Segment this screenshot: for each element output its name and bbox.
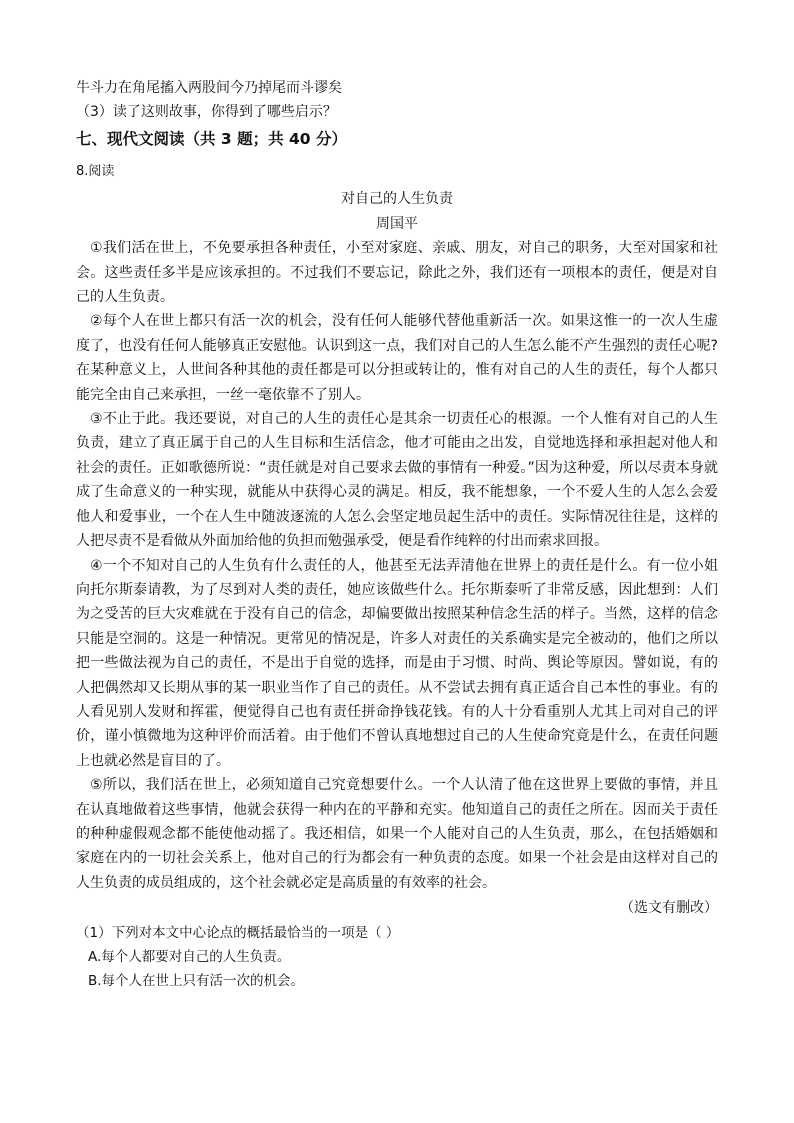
article-paragraph-1: ①我们活在世上，不免要承担各种责任，小至对家庭、亲戚、朋友，对自己的职务，大至对国家和社会。这些责任多半是应该承担的。不过我们不要忘记，除此之外，我们还有一项根本的责任，便是对自己的人生负责。 xyxy=(76,240,718,306)
source-note: （选文有删改） xyxy=(620,900,718,917)
article-author: 周国平 xyxy=(376,216,418,233)
article-title: 对自己的人生负责 xyxy=(341,191,453,208)
article-paragraph-5: ⑤所以，我们活在世上，必须知道自己究竟想要什么。一个人认清了他在这世界上要做的事情，并且在认真地做着这些事情，他就会获得一种内在的平静和充实。他知道自己的责任之所在。因而关于责任的种种虚假观念都不能使他动摇了。我还相信，如果一个人能对自己的人生负责，那么，在包括婚姻和家庭在内的一切社会关系上，他对自己的行为都会有一种负责的态度。如果一个社会是由这样对自己的人生负责的成员组成的，这个社会就必定是高质量的有效率的社会。 xyxy=(76,777,718,891)
document-page xyxy=(76,76,718,994)
section-heading: 七、现代文阅读（共 3 题；共 40 分） xyxy=(76,129,347,148)
question-3: （3）读了这则故事，你得到了哪些启示？ xyxy=(76,104,337,121)
option-b: B.每个人在世上只有活一次的机会。 xyxy=(88,973,305,990)
option-a: A.每个人都要对自己的人生负责。 xyxy=(88,949,291,965)
article-paragraph-2: ②每个人在世上都只有活一次的机会，没有任何人能够代替他重新活一次。如果这惟一的一次人生虚度了，也没有任何人能够真正安慰他。认识到这一点，我们对自己的人生怎么能不产生强烈的责任心呢?在某种意义上，人世间各种其他的责任都是可以分担或转让的，惟有对自己的人生的责任，每个人都只能完全由自己来承担，一丝一毫依靠不了别人。 xyxy=(76,313,718,403)
article-paragraph-4: ④一个不知对自己的人生负有什么责任的人，他甚至无法弄清他在世界上的责任是什么。有一位小姐向托尔斯泰请教，为了尽到对人类的责任，她应该做些什么。托尔斯泰听了非常反感，因此想到：人们为之受苦的巨大灾难就在于没有自己的信念，却偏要做出按照某种信念生活的样子。当然，这样的信念只能是空洞的。这是一种情况。更常见的情况是，许多人对责任的关系确实是完全被动的，他们之所以把一些做法视为自己的责任，不是出于自觉的选择，而是由于习惯、时尚、舆论等原因。譬如说，有的人把偶然却又长期从事的某一职业当作了自己的责任。从不尝试去拥有真正适合自己本性的事业。有的人看见别人发财和挥霍，便觉得自己也有责任拼命挣钱花钱。有的人十分看重别人尤其上司对自己的评价，谨小慎微地为这种评价而活着。由于他们不曾认真地想过自己的人生使命究竟是什么，在责任问题上也就必然是盲目的了。 xyxy=(76,557,718,769)
classical-text-line: 牛斗力在角尾搐入两股间今乃掉尾而斗谬矣 xyxy=(76,80,342,96)
question-1-prompt: （1）下列对本文中心论点的概括最恰当的一项是（ ） xyxy=(76,924,400,941)
item-label: 8.阅读 xyxy=(76,163,115,179)
article-paragraph-3: ③不止于此。我还要说，对自己的人生的责任心是其余一切责任心的根源。一个人惟有对自己的人生负责，建立了真正属于自己的人生目标和生活信念，他才可能由之出发，自觉地选择和承担起对他人和社会的责任。正如歌德所说：“责任就是对自己要求去做的事情有一种爱。”因为这种爱，所以尽责本身就成了生命意义的一种实现，就能从中获得心灵的满足。相反，我不能想象，一个不爱人生的人怎么会爱他人和爱事业，一个在人生中随波逐流的人怎么会坚定地员起生活中的责任。实际情况往往是，这样的人把尽责不是看做从外面加给他的负担而勉强承受，便是看作纯粹的付出而索求回报。 xyxy=(76,411,718,550)
